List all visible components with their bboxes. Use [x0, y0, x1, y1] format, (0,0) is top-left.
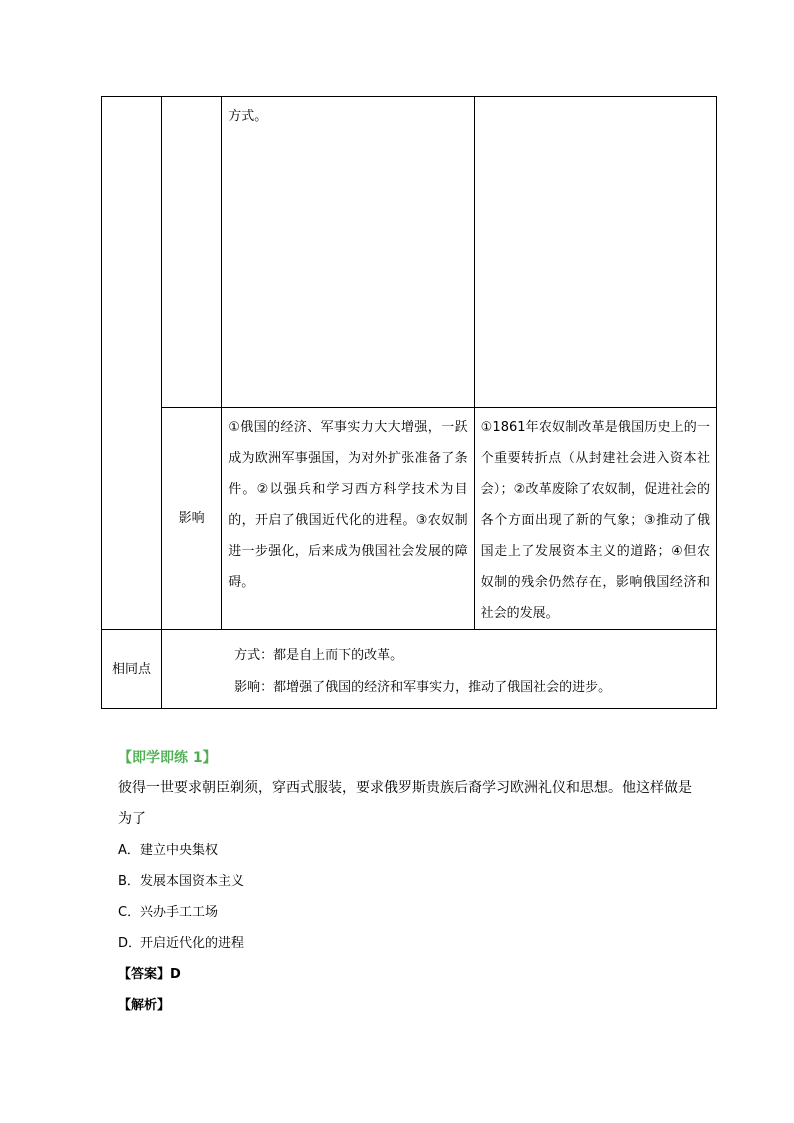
- method-alexander-text: [475, 97, 716, 101]
- option-a-letter: A．: [118, 843, 140, 858]
- exercise-section: [118, 746, 698, 1021]
- option-a: [118, 835, 698, 866]
- table-cell-similarities: [162, 630, 717, 709]
- similarities-method-text: 方式：都是自上而下的改革。: [234, 648, 404, 663]
- table-cell-impact-alexander: [474, 408, 716, 630]
- similarities-label: 相同点: [102, 630, 162, 709]
- answer-text: 【答案】D: [118, 967, 181, 982]
- option-b: [118, 866, 698, 897]
- impact-alexander-text: ①1861年农奴制改革是俄国历史上的一个重要转折点（从封建社会进入资本社会）；②改革废除了农奴制，促进社会的各个方面出现了新的气象；③推动了俄国走上了发展资本主义的道路；④但农奴制的残余仍然存在，影响俄国经济和社会的发展。: [480, 420, 710, 621]
- option-b-letter: B．: [118, 874, 140, 889]
- option-c-text: 兴办手工工场: [140, 905, 219, 920]
- exercise-title: 【即学即练 1】: [118, 750, 217, 766]
- option-d: [118, 928, 698, 959]
- option-d-text: 开启近代化的进程: [140, 936, 245, 951]
- impact-label: 影响: [162, 408, 222, 630]
- option-b-text: 发展本国资本主义: [140, 874, 245, 889]
- question-text: 彼得一世要求朝臣剃须，穿西式服装，要求俄罗斯贵族后裔学习欧洲礼仪和思想。他这样做是为了: [118, 780, 692, 827]
- table-cell-method-alexander: [474, 97, 716, 408]
- similarities-impact-text: 影响：都增强了俄国的经济和军事实力，推动了俄国社会的进步。: [234, 680, 612, 695]
- table-row-similarities: [102, 630, 717, 709]
- option-c-letter: C．: [118, 905, 141, 920]
- table-row-method: [102, 97, 717, 408]
- comparison-table: [101, 96, 717, 709]
- table-cell-empty-label: [162, 97, 222, 408]
- table-cell-method-peter: [222, 97, 474, 408]
- method-peter-text: 方式。: [228, 109, 268, 124]
- option-c: [118, 897, 698, 928]
- table-cell-impact-peter: [222, 408, 474, 630]
- impact-peter-text: ①俄国的经济、军事实力大大增强，一跃成为欧洲军事强国，为对外扩张准备了条件。②以强兵和学习西方科学技术为目的，开启了俄国近代化的进程。③农奴制进一步强化，后来成为俄国社会发展的障碍。: [228, 420, 468, 590]
- option-d-letter: D．: [118, 936, 142, 951]
- table-cell-empty-left: [102, 97, 162, 630]
- analysis-heading: 【解析】: [118, 998, 171, 1013]
- option-a-text: 建立中央集权: [140, 843, 219, 858]
- table-row-impact: [102, 408, 717, 630]
